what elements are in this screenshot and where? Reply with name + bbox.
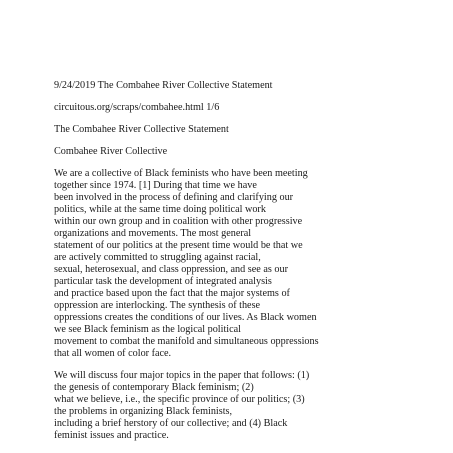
header-date-title: 9/24/2019 The Combahee River Collective Statement bbox=[54, 80, 273, 91]
paragraph-1-line: oppressions creates the conditions of our lives. As Black women bbox=[54, 312, 317, 323]
paragraph-1-line: and practice based upon the fact that the major systems of bbox=[54, 288, 290, 299]
document-title: The Combahee River Collective Statement bbox=[54, 124, 229, 135]
paragraph-1-line: organizations and movements. The most general bbox=[54, 228, 252, 239]
paragraph-1-line: within our own group and in coalition with other progressive bbox=[54, 216, 303, 227]
paragraph-1-line: particular task the development of integrated analysis bbox=[54, 276, 272, 287]
paragraph-1-line: we see Black feminism as the logical political bbox=[54, 324, 241, 335]
paragraph-2-line: the genesis of contemporary Black feminism; (2) bbox=[54, 382, 254, 393]
paragraph-2-line: feminist issues and practice. bbox=[54, 430, 169, 441]
paragraph-1-line: sexual, heterosexual, and class oppression, and see as our bbox=[54, 264, 288, 275]
paragraph-1-line: been involved in the process of defining and clarifying our bbox=[54, 192, 294, 203]
paragraph-2-line: including a brief herstory of our collective; and (4) Black bbox=[54, 418, 288, 429]
paragraph-1-line: We are a collective of Black feminists who have been meeting bbox=[54, 168, 308, 179]
paragraph-1-line: statement of our politics at the present time would be that we bbox=[54, 240, 303, 251]
paragraph-1-line: are actively committed to struggling against racial, bbox=[54, 252, 261, 263]
paragraph-2-line: the problems in organizing Black feminists, bbox=[54, 406, 233, 417]
header-url-page: circuitous.org/scraps/combahee.html 1/6 bbox=[54, 102, 220, 113]
paragraph-2-line: We will discuss four major topics in the paper that follows: (1) bbox=[54, 370, 310, 381]
paragraph-1-line: together since 1974. [1] During that time we have bbox=[54, 180, 257, 191]
document-author: Combahee River Collective bbox=[54, 146, 168, 157]
paragraph-1-line: politics, while at the same time doing political work bbox=[54, 204, 266, 215]
paragraph-1-line: oppression are interlocking. The synthesis of these bbox=[54, 300, 261, 311]
paragraph-1-line: that all women of color face. bbox=[54, 348, 172, 359]
paragraph-2-line: what we believe, i.e., the specific province of our politics; (3) bbox=[54, 394, 305, 405]
paragraph-1-line: movement to combat the manifold and simultaneous oppressions bbox=[54, 336, 319, 347]
